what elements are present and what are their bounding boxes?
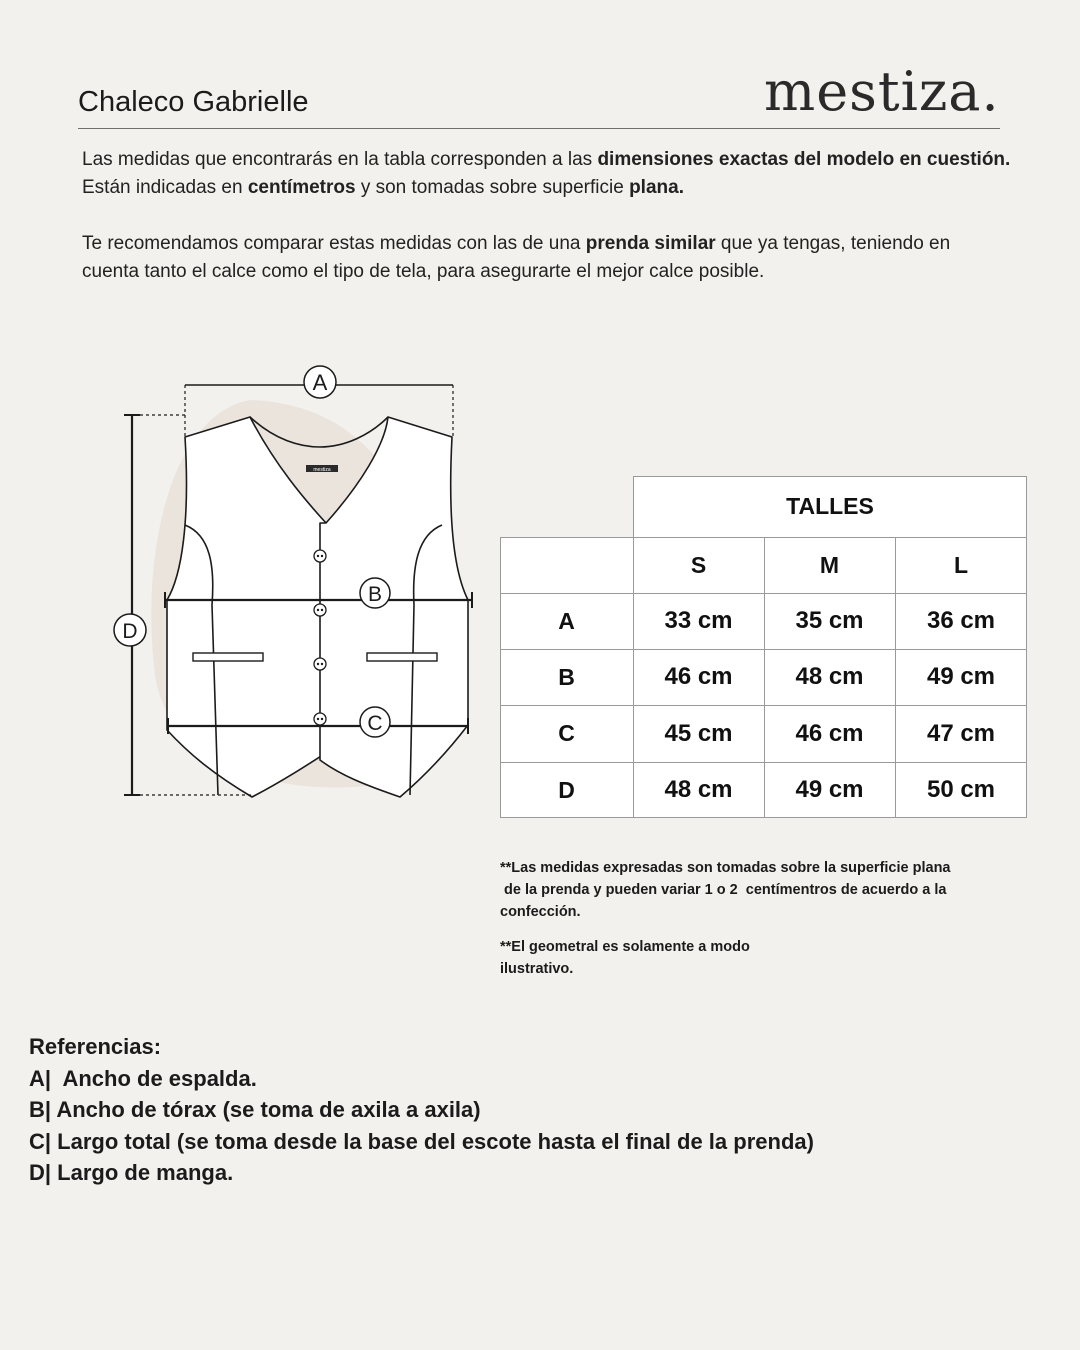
reference-item-b: B| Ancho de tórax (se toma de axila a axila) <box>29 1097 481 1122</box>
note-line: de la prenda y pueden variar 1 o 2 centímentros de acuerdo a la <box>500 882 947 898</box>
reference-item-d: D| Largo de manga. <box>29 1160 234 1185</box>
table-cell: 46 cm <box>795 719 864 747</box>
intro-text-run: prenda similar <box>585 233 716 254</box>
table-group-header: TALLES <box>786 493 874 519</box>
table-cell: 48 cm <box>664 776 733 803</box>
vest-diagram <box>100 355 490 810</box>
table-cell: 49 cm <box>926 663 996 690</box>
table-cell: 48 cm <box>795 663 864 690</box>
vest-button <box>314 604 326 616</box>
references-title: Referencias: <box>29 1034 162 1059</box>
note-illustrative <box>500 936 800 980</box>
table-cell: 47 cm <box>926 719 996 747</box>
size-header-m: M <box>819 551 840 578</box>
size-header-l: L <box>953 551 969 578</box>
intro-text-run: plana. <box>629 177 684 198</box>
reference-item-c: C| Largo total (se toma desde la base del escote hasta el final de la prenda) <box>29 1128 814 1154</box>
note-line: ilustrativo. <box>500 961 574 977</box>
intro-text-run: Las medidas que encontrarás en la tabla corresponden a las <box>82 149 598 170</box>
intro-text-run: Te recomendamos comparar estas medidas con las de una <box>82 233 586 254</box>
intro-text-run: y son tomadas sobre superficie <box>355 177 630 198</box>
vest-right-pocket <box>367 653 437 661</box>
measure-label-d: D <box>122 620 138 643</box>
table-cell: 35 cm <box>795 607 864 634</box>
table-cell: 45 cm <box>664 719 733 747</box>
note-measurement-variation <box>500 857 1020 923</box>
intro-text-run: centímetros <box>247 177 356 198</box>
measure-label-b: B <box>367 583 383 606</box>
intro-text-run: Están indicadas en <box>82 177 248 198</box>
intro-paragraph-recommendation <box>82 230 1012 286</box>
intro-paragraph-measurements <box>82 146 1012 202</box>
note-line: confección. <box>500 904 581 920</box>
vest-button <box>314 658 326 670</box>
reference-item-a: A| Ancho de espalda. <box>29 1065 257 1091</box>
row-label-d: D <box>558 776 575 803</box>
header-divider <box>78 128 1000 129</box>
vest-left-pocket <box>193 653 263 661</box>
page-title: Chaleco Gabrielle <box>78 86 309 118</box>
row-label-b: B <box>558 663 575 690</box>
intro-text-run: que ya tengas, teniendo en cuenta tanto el calce como el tipo de tela, para asegurarte el mejor calce posible. <box>82 233 951 282</box>
table-cell: 46 cm <box>664 663 733 690</box>
vest-illustration <box>100 355 490 805</box>
brand-logo: mestiza. <box>764 60 1000 123</box>
table-cell: 49 cm <box>795 776 864 803</box>
table-cell: 33 cm <box>664 607 733 634</box>
row-label-a: A <box>558 607 575 634</box>
vest-button <box>314 550 326 562</box>
intro-text-run: dimensiones exactas del modelo en cuestión. <box>597 149 1011 170</box>
references-section <box>29 1031 814 1189</box>
size-header-s: S <box>690 551 707 578</box>
measure-label-c: C <box>367 712 383 735</box>
note-line: **Las medidas expresadas son tomadas sobre la superficie plana <box>500 860 951 876</box>
table-cell: 50 cm <box>926 776 996 803</box>
measure-label-a: A <box>312 370 328 395</box>
note-line: **El geometral es solamente a modo <box>500 939 750 955</box>
vest-button <box>314 713 326 725</box>
size-table <box>500 476 1027 818</box>
vest-brand-tag-text: mestiza <box>313 467 331 473</box>
row-label-c: C <box>558 720 575 746</box>
table-cell: 36 cm <box>926 607 996 634</box>
